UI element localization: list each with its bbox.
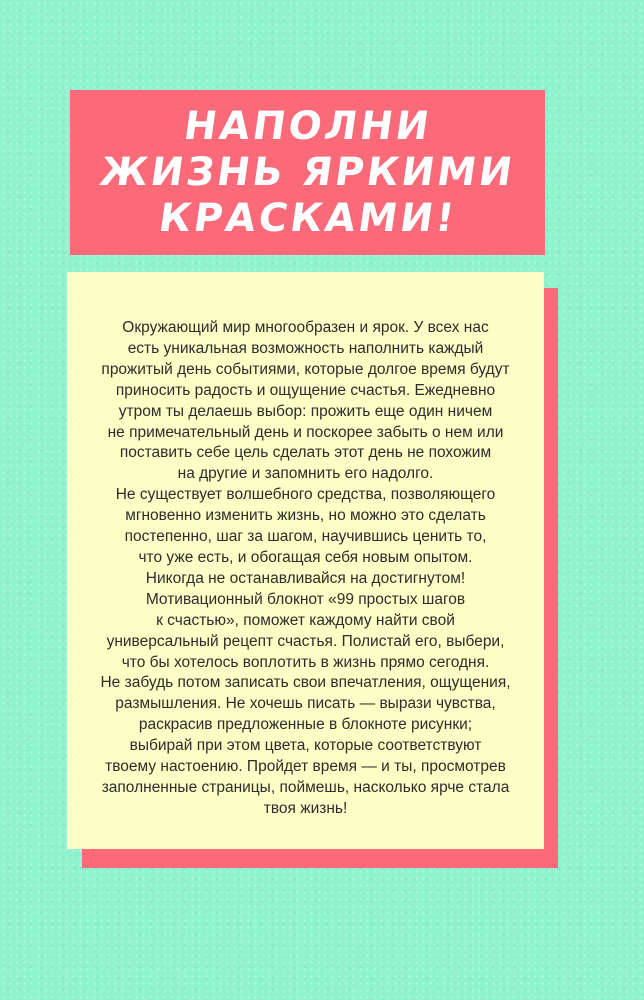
- body-line: постепенно, шаг за шагом, научившись ценить то,: [124, 528, 487, 546]
- body-line: твоя жизнь!: [263, 799, 348, 817]
- body-line: Не существует волшебного средства, позволяющего: [115, 486, 496, 504]
- title-line-2: ЖИЗНЬ ЯРКИМИ: [97, 149, 519, 195]
- body-line: не примечательный день и поскорее забыть о нем или: [107, 423, 504, 441]
- body-line: прожитый день событиями, которые долгое время будут: [101, 360, 510, 378]
- body-line: к счастью», поможет каждому найти свой: [156, 611, 455, 629]
- title-banner: [70, 90, 545, 255]
- body-line: размышления. Не хочешь писать — вырази чувства,: [115, 695, 496, 713]
- body-line: утром ты делаешь выбор: прожить еще один ничем: [118, 402, 493, 420]
- body-line: мгновенно изменить жизнь, но можно это сделать: [125, 507, 486, 525]
- body-line: есть уникальная возможность наполнить каждый: [127, 339, 484, 357]
- body-line: что бы хотелось воплотить в жизнь прямо сегодня.: [121, 653, 490, 671]
- body-line: приносить радость и ощущение счастья. Ежедневно: [115, 381, 496, 399]
- title-line-3: КРАСКАМИ!: [155, 195, 460, 241]
- body-line: Окружающий мир многообразен и ярок. У всех нас: [122, 319, 489, 336]
- body-line: что уже есть, и обогащая себя новым опытом.: [138, 548, 473, 566]
- body-line: универсальный рецепт счастья. Полистай его, выбери,: [106, 632, 505, 650]
- body-line: Мотивационный блокнот «99 простых шагов: [145, 590, 466, 608]
- body-line: Не забудь потом записать свои впечатления, ощущения,: [100, 674, 511, 692]
- text-card: [67, 272, 544, 849]
- body-line: поставить себе цель сделать этот день не похожим: [119, 444, 492, 462]
- body-line: Никогда не останавливайся на достигнутом!: [145, 569, 466, 587]
- body-line: твоему настоению. Пройдет время — и ты, просмотрев: [105, 758, 506, 776]
- body-line: раскрасив предложенные в блокноте рисунки;: [138, 716, 473, 734]
- body-line: на другие и запомнить его надолго.: [177, 465, 434, 483]
- body-line: выбирай при этом цвета, которые соответствуют: [129, 737, 482, 755]
- body-line: заполненные страницы, поймешь, насколько ярче стала: [101, 778, 510, 796]
- title-line-1: НАПОЛНИ: [180, 103, 435, 149]
